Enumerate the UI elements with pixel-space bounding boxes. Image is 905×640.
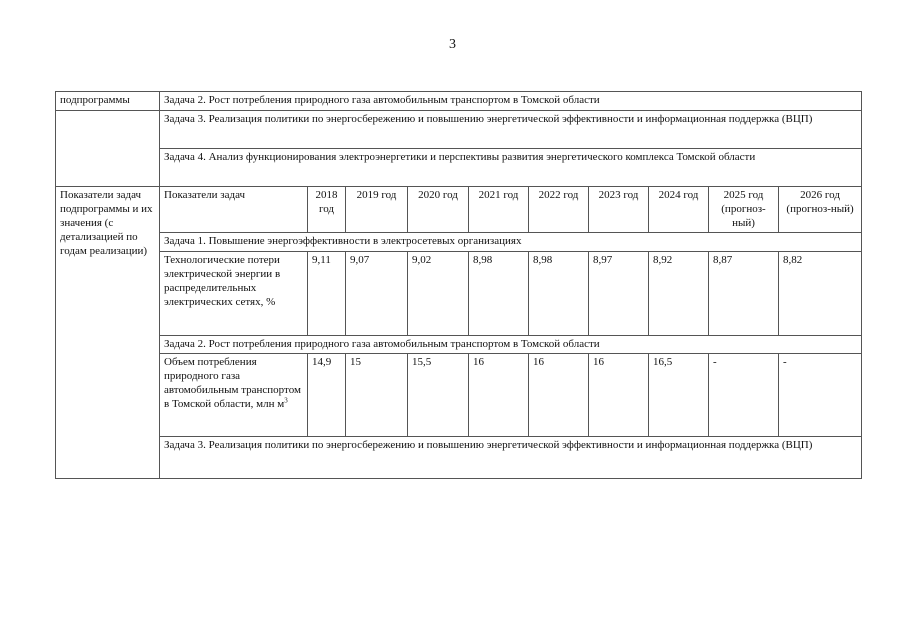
- unit-superscript: 3: [284, 396, 288, 405]
- year-header-2023: 2023 год: [589, 187, 649, 233]
- year-header-2018: 2018 год: [308, 187, 346, 233]
- value-cell: -: [709, 354, 779, 437]
- value-cell: 15,5: [408, 354, 469, 437]
- year-header-2025: 2025 год (прогноз-ный): [709, 187, 779, 233]
- table-row: [56, 252, 862, 336]
- value-cell: 8,97: [589, 252, 649, 336]
- table-row: [56, 111, 862, 149]
- value-cell: 9,02: [408, 252, 469, 336]
- value-cell: 8,98: [529, 252, 589, 336]
- year-header-2026: 2026 год (прогноз-ный): [779, 187, 862, 233]
- table-row: [56, 233, 862, 252]
- year-header-2019: 2019 год: [346, 187, 408, 233]
- table-row: [56, 149, 862, 187]
- indicators-header-label: Показатели задач: [160, 187, 308, 233]
- value-cell: 16: [469, 354, 529, 437]
- table-row: [56, 354, 862, 437]
- value-cell: 9,11: [308, 252, 346, 336]
- empty-cell: [56, 111, 160, 149]
- row-label-subprogram: подпрограммы: [56, 92, 160, 111]
- value-cell: 8,82: [779, 252, 862, 336]
- task2-indicator-text: Объем потребления природного газа автомобильным транспортом в Томской области, млн м: [164, 356, 301, 410]
- value-cell: 9,07: [346, 252, 408, 336]
- value-cell: 8,87: [709, 252, 779, 336]
- task1-title: Задача 1. Повышение энергоэффективности в электросетевых организациях: [160, 233, 862, 252]
- value-cell: 8,92: [649, 252, 709, 336]
- subprogram-passport-table: [55, 91, 862, 479]
- year-header-2024: 2024 год: [649, 187, 709, 233]
- task3-header-cell: Задача 3. Реализация политики по энергосбережению и повышению энергетической эффективности и информационная поддержка (ВЦП): [160, 111, 862, 149]
- task2-title: Задача 2. Рост потребления природного газа автомобильным транспортом в Томской области: [160, 336, 862, 354]
- task1-indicator-name: Технологические потери электрической энергии в распределительных электрических сетях, %: [160, 252, 308, 336]
- table-row: [56, 187, 862, 233]
- task2-indicator-name: [160, 354, 308, 437]
- year-header-2020: 2020 год: [408, 187, 469, 233]
- value-cell: 15: [346, 354, 408, 437]
- task4-header-cell: Задача 4. Анализ функционирования электроэнергетики и перспективы развития энергетического комплекса Томской области: [160, 149, 862, 187]
- value-cell: -: [779, 354, 862, 437]
- task2-header-cell: Задача 2. Рост потребления природного газа автомобильным транспортом в Томской области: [160, 92, 862, 111]
- year-header-2021: 2021 год: [469, 187, 529, 233]
- value-cell: 16: [529, 354, 589, 437]
- table-row: [56, 437, 862, 479]
- table-row: [56, 92, 862, 111]
- page-number: 3: [449, 37, 456, 52]
- value-cell: 8,98: [469, 252, 529, 336]
- task3-title: Задача 3. Реализация политики по энергосбережению и повышению энергетической эффективности и информационная поддержка (ВЦП): [160, 437, 862, 479]
- empty-cell: [56, 149, 160, 187]
- value-cell: 14,9: [308, 354, 346, 437]
- indicators-label-cell: Показатели задач подпрограммы и их значения (с детализацией по годам реализации): [56, 187, 160, 479]
- value-cell: 16,5: [649, 354, 709, 437]
- table-row: [56, 336, 862, 354]
- value-cell: 16: [589, 354, 649, 437]
- year-header-2022: 2022 год: [529, 187, 589, 233]
